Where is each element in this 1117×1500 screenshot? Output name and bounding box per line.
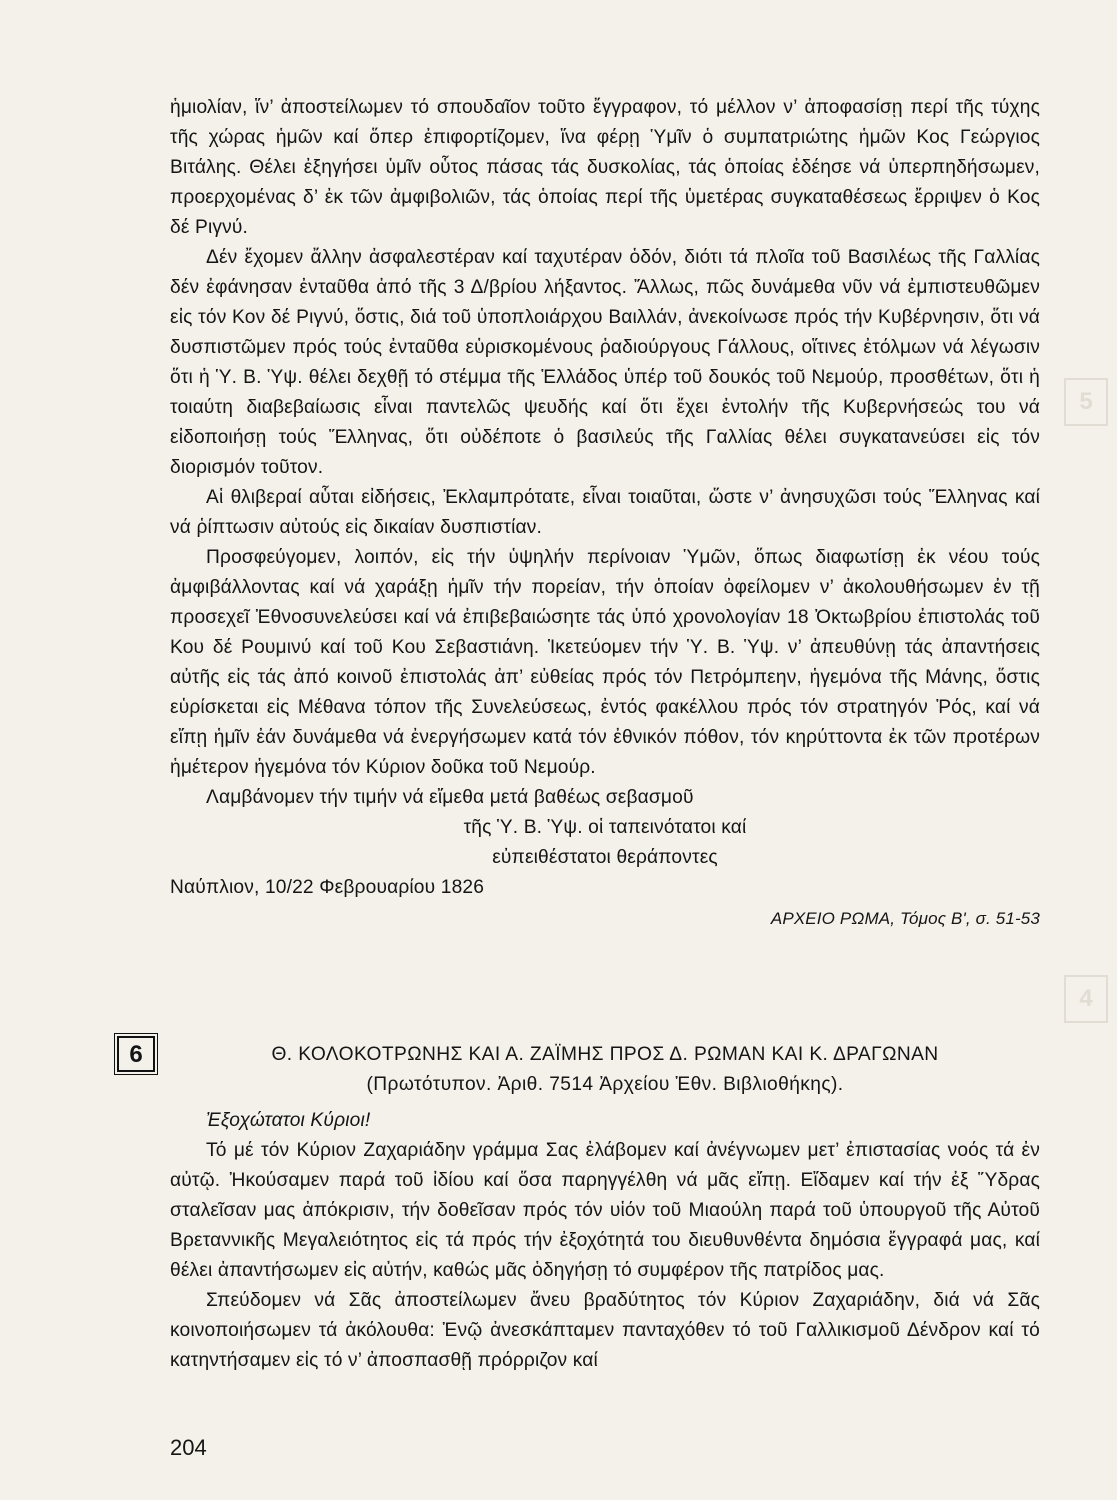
closing-formula: Λαμβάνομεν τήν τιμήν νά εἴμεθα μετά βαθέως σεβασμοῦ: [206, 787, 694, 808]
document-five-ending: [170, 93, 1040, 935]
page-number: 204: [170, 1435, 207, 1460]
body-paragraph: ἡμιολίαν, ἵν’ ἀποστείλωμεν τό σπουδαῖον τοῦτο ἔγγραφον, τό μέλλον ν’ ἀποφασίσῃ περί τῆς τύχης τῆς χώρας ἡμῶν καί ὅπερ ἐπιφορτίζομεν, ἵνα φέρῃ Ὑμῖν ὁ συμπατριώτης ἡμῶν Κος Γεώργιος Βιτάλης. Θέλει ἐξηγήσει ὑμῖν οὗτος πάσας τάς δυσκολίας, τάς ὁποίας ἐδέησε νά ὑπερπηδήσωμεν, προερχομένας δ’ ἐκ τῶν ἀμφιβολιῶν, τάς ὁποίας περί τῆς ὑμετέρας συγκαταθέσεως ἔρριψεν ὁ Κος δέ Ριγνύ.: [170, 97, 1040, 238]
source-citation: ΑΡΧΕΙΟ ΡΩΜΑ, Τόμος Β', σ. 51-53: [770, 909, 1040, 928]
document-title: Θ. ΚΟΛΟΚΟΤΡΩΝΗΣ ΚΑΙ Α. ΖΑΪΜΗΣ ΠΡΟΣ Δ. ΡΩΜΑΝ ΚΑΙ Κ. ΔΡΑΓΩΝΑΝ: [271, 1044, 939, 1065]
body-paragraph: Προσφεύγομεν, λοιπόν, εἰς τήν ὑψηλήν περίνοιαν Ὑμῶν, ὅπως διαφωτίσῃ ἐκ νέου τούς ἀμφιβάλλοντας καί νά χαράξῃ ἡμῖν τήν πορείαν, τήν ὁποίαν ὀφείλομεν ν’ ἀκολουθήσωμεν ἐν τῇ προσεχεῖ Ἐθνοσυνελεύσει καί νά ἐπιβεβαιώσητε τάς ὑπό χρονολογίαν 18 Ὀκτωβρίου ἐπιστολάς τοῦ Κου δέ Ρουμινύ καί τοῦ Κου Σεβαστιάνη. Ἱκετεύομεν τήν Ὑ. Β. Ὑψ. ν’ ἀπευθύνῃ τάς ἀπαντήσεις αὐτῆς εἰς τάς ἀπό κοινοῦ ἐπιστολάς ἀπ’ εὐθείας πρός τόν Πετρόμπεην, ἡγεμόνα τῆς Μάνης, ὅστις εὑρίσκεται εἰς Μέθανα τόπον τῆς Συνελεύσεως, ἐντός φακέλλου πρός τόν στρατηγόν Ῥός, καί νά εἴπῃ ἡμῖν ἐάν δυνάμεθα νά ἐνεργήσωμεν κατά τόν ἐθνικόν πόθον, τόν κηρύττοντα ἐκ τῶν προτέρων ἡμέτερον ἡγεμόνα τόν Κύριον δοῦκα τοῦ Νεμούρ.: [170, 547, 1040, 778]
bleed-through-box: 4: [1064, 975, 1108, 1023]
body-paragraph: Τό μέ τόν Κύριον Ζαχαριάδην γράμμα Σας ἐλάβομεν καί ἀνέγνωμεν μετ’ ἐπιστασίας νοός τά ἐν αὐτῷ. Ἠκούσαμεν παρά τοῦ ἰδίου καί ὅσα παρηγγέλθη νά μᾶς εἴπῃ. Εἴδαμεν καί τήν ἐξ Ὕδρας σταλεῖσαν μας ἀπόκρισιν, τήν δοθεῖσαν πρός τόν υἱόν τοῦ Μιαούλη παρά τοῦ ὑπουργοῦ τῆς Αὐτοῦ Βρεταννικῆς Μεγαλειότητος εἰς τά πρός τήν ἐξοχότητά του διευθυνθέντα δημόσια ἔγγραφά μας, καί θέλει ἀπαντήσωμεν εἰς αὐτήν, καθώς μᾶς ὁδηγήσῃ τό συμφέρον τῆς πατρίδος μας.: [170, 1140, 1040, 1281]
bleed-through-box: 5: [1064, 378, 1108, 426]
document-six-body: [170, 1106, 1040, 1376]
document-number-box: 6: [117, 1036, 155, 1072]
signature-line: εὐπειθέστατοι θεράποντες: [492, 847, 718, 868]
document-heading: [170, 1040, 1040, 1100]
document-subtitle: (Πρωτότυπον. Ἀριθ. 7514 Ἀρχείου Ἐθν. Βιβλιοθήκης).: [366, 1074, 844, 1095]
salutation: Ἐξοχώτατοι Κύριοι!: [206, 1110, 371, 1131]
body-paragraph: Σπεύδομεν νά Σᾶς ἀποστείλωμεν ἄνευ βραδύτητος τόν Κύριον Ζαχαριάδην, διά νά Σᾶς κοινοποιήσωμεν τά ἀκόλουθα: Ἐνῷ ἀνεσκάπταμεν πανταχόθεν τό τοῦ Γαλλικισμοῦ Δένδρον καί τό κατηντήσαμεν εἰς τό ν’ ἀποσπασθῇ πρόρριζον καί: [170, 1290, 1040, 1371]
body-paragraph: Αἱ θλιβεραί αὗται εἰδήσεις, Ἐκλαμπρότατε, εἶναι τοιαῦται, ὥστε ν’ ἀνησυχῶσι τούς Ἕλληνας καί νά ῥίπτωσιν αὐτούς εἰς δικαίαν δυσπιστίαν.: [170, 487, 1040, 538]
signature-line: τῆς Ὑ. Β. Ὑψ. οἱ ταπεινότατοι καί: [463, 817, 747, 838]
place-date: Ναύπλιον, 10/22 Φεβρουαρίου 1826: [170, 877, 485, 898]
body-paragraph: Δέν ἔχομεν ἄλλην ἀσφαλεστέραν καί ταχυτέραν ὁδόν, διότι τά πλοῖα τοῦ Βασιλέως τῆς Γαλλίας δέν ἐφάνησαν ἐνταῦθα ἀπό τῆς 3 Δ/βρίου λήξαντος. Ἄλλως, πῶς δυνάμεθα νῦν νά ἐμπιστευθῶμεν εἰς τόν Κον δέ Ριγνύ, ὅστις, διά τοῦ ὑποπλοιάρχου Βαιλλάν, ἀνεκοίνωσε πρός τήν Κυβέρνησιν, ὅτι νά δυσπιστῶμεν πρός τούς ἐνταῦθα εὑρισκομένους ῥαδιούργους Γάλλους, οἵτινες ἐτόλμων νά λέγωσιν ὅτι ἡ Ὑ. Β. Ὑψ. θέλει δεχθῇ τό στέμμα τῆς Ἑλλάδος ὑπέρ τοῦ δουκός τοῦ Νεμούρ, προσθέτων, ὅτι ἡ τοιαύτη διαβεβαίωσις εἶναι παντελῶς ψευδής καί ὅτι ἔχει ἐντολήν τῆς Κυβερνήσεώς του νά εἰδοποιήσῃ τούς Ἕλληνας, ὅτι οὐδέποτε ὁ βασιλεύς τῆς Γαλλίας θέλει συγκατανεύσει εἰς τόν διορισμόν τοῦτον.: [170, 247, 1040, 478]
